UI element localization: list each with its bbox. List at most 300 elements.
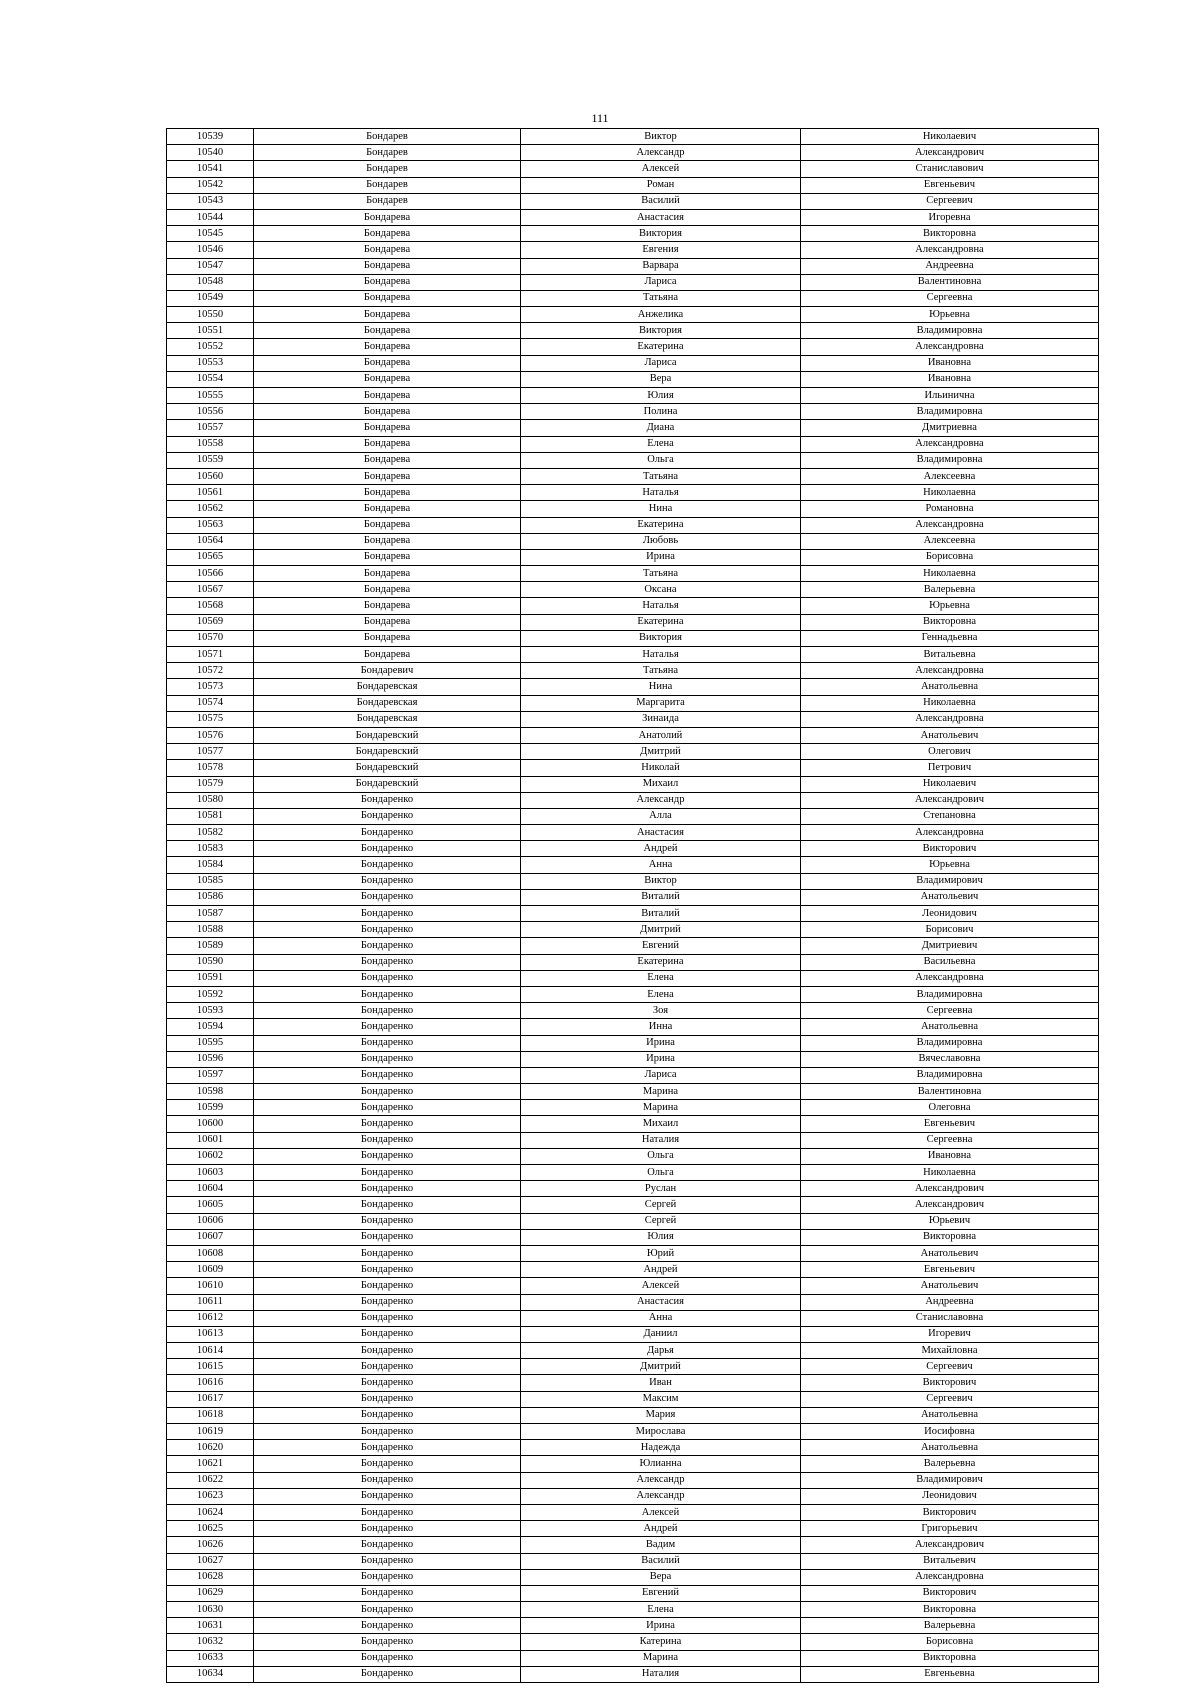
last-name-cell: Бондаренко [254,1553,521,1569]
first-name-cell: Александр [521,145,801,161]
record-number-cell: 10544 [167,209,254,225]
last-name-cell: Бондарева [254,388,521,404]
table-row [167,1666,1099,1682]
record-number-cell: 10553 [167,355,254,371]
record-number-cell: 10629 [167,1585,254,1601]
patronymic-cell: Анатольевна [801,1440,1099,1456]
first-name-cell: Евгения [521,242,801,258]
table-row [167,468,1099,484]
table-row [167,1067,1099,1083]
patronymic-cell: Андреевна [801,1294,1099,1310]
record-number-cell: 10620 [167,1440,254,1456]
table-row [167,873,1099,889]
first-name-cell: Дмитрий [521,744,801,760]
first-name-cell: Дмитрий [521,922,801,938]
patronymic-cell: Николаевна [801,485,1099,501]
first-name-cell: Лариса [521,1067,801,1083]
patronymic-cell: Андреевна [801,258,1099,274]
table-row [167,711,1099,727]
table-row [167,1310,1099,1326]
patronymic-cell: Геннадьевна [801,630,1099,646]
table-row [167,452,1099,468]
record-number-cell: 10599 [167,1100,254,1116]
patronymic-cell: Ивановна [801,1148,1099,1164]
last-name-cell: Бондаренко [254,792,521,808]
first-name-cell: Зоя [521,1003,801,1019]
first-name-cell: Елена [521,986,801,1002]
last-name-cell: Бондаренко [254,1181,521,1197]
last-name-cell: Бондарева [254,630,521,646]
record-number-cell: 10546 [167,242,254,258]
first-name-cell: Виталий [521,889,801,905]
record-number-cell: 10559 [167,452,254,468]
last-name-cell: Бондаренко [254,1472,521,1488]
record-number-cell: 10613 [167,1326,254,1342]
table-row [167,420,1099,436]
record-number-cell: 10579 [167,776,254,792]
record-number-cell: 10583 [167,841,254,857]
first-name-cell: Ирина [521,1618,801,1634]
last-name-cell: Бондаренко [254,1294,521,1310]
patronymic-cell: Сергеевна [801,290,1099,306]
record-number-cell: 10564 [167,533,254,549]
record-number-cell: 10566 [167,566,254,582]
patronymic-cell: Анатольевич [801,727,1099,743]
first-name-cell: Анастасия [521,1294,801,1310]
record-number-cell: 10622 [167,1472,254,1488]
table-row [167,1634,1099,1650]
table-row [167,679,1099,695]
patronymic-cell: Евгеньевич [801,1116,1099,1132]
patronymic-cell: Владимировна [801,404,1099,420]
last-name-cell: Бондаренко [254,906,521,922]
record-number-cell: 10569 [167,614,254,630]
table-row [167,1504,1099,1520]
first-name-cell: Полина [521,404,801,420]
table-row [167,695,1099,711]
last-name-cell: Бондаренко [254,954,521,970]
patronymic-cell: Александрович [801,1181,1099,1197]
last-name-cell: Бондаренко [254,1585,521,1601]
patronymic-cell: Петрович [801,760,1099,776]
first-name-cell: Любовь [521,533,801,549]
record-number-cell: 10597 [167,1067,254,1083]
patronymic-cell: Анатольевич [801,1278,1099,1294]
first-name-cell: Лариса [521,355,801,371]
patronymic-cell: Викторовна [801,226,1099,242]
first-name-cell: Анастасия [521,209,801,225]
last-name-cell: Бондарева [254,242,521,258]
patronymic-cell: Валентиновна [801,274,1099,290]
patronymic-cell: Александрович [801,1197,1099,1213]
patronymic-cell: Николаевна [801,566,1099,582]
record-number-cell: 10576 [167,727,254,743]
record-number-cell: 10625 [167,1521,254,1537]
first-name-cell: Анна [521,857,801,873]
table-row [167,1407,1099,1423]
table-row [167,630,1099,646]
record-number-cell: 10548 [167,274,254,290]
patronymic-cell: Евгеньевич [801,1262,1099,1278]
first-name-cell: Анатолий [521,727,801,743]
first-name-cell: Алексей [521,161,801,177]
record-number-cell: 10568 [167,598,254,614]
patronymic-cell: Станиславовна [801,1310,1099,1326]
first-name-cell: Александр [521,1472,801,1488]
last-name-cell: Бондаренко [254,1262,521,1278]
first-name-cell: Виктория [521,630,801,646]
table-row [167,808,1099,824]
last-name-cell: Бондаренко [254,1067,521,1083]
table-row [167,549,1099,565]
record-number-cell: 10610 [167,1278,254,1294]
first-name-cell: Екатерина [521,517,801,533]
record-number-cell: 10608 [167,1245,254,1261]
record-number-cell: 10552 [167,339,254,355]
record-number-cell: 10607 [167,1229,254,1245]
first-name-cell: Ольга [521,1148,801,1164]
patronymic-cell: Викторовна [801,1602,1099,1618]
first-name-cell: Виктор [521,873,801,889]
patronymic-cell: Александровна [801,1569,1099,1585]
patronymic-cell: Валерьевна [801,1618,1099,1634]
table-row [167,1618,1099,1634]
table-row [167,323,1099,339]
table-row [167,598,1099,614]
record-number-cell: 10616 [167,1375,254,1391]
patronymic-cell: Леонидович [801,906,1099,922]
last-name-cell: Бондаренко [254,873,521,889]
patronymic-cell: Григорьевич [801,1521,1099,1537]
patronymic-cell: Юрьевич [801,1213,1099,1229]
table-row [167,258,1099,274]
first-name-cell: Юрий [521,1245,801,1261]
last-name-cell: Бондаренко [254,938,521,954]
patronymic-cell: Викторович [801,1504,1099,1520]
record-number-cell: 10584 [167,857,254,873]
record-number-cell: 10581 [167,808,254,824]
last-name-cell: Бондаренко [254,1100,521,1116]
table-row [167,1456,1099,1472]
last-name-cell: Бондаренко [254,1375,521,1391]
last-name-cell: Бондаренко [254,889,521,905]
last-name-cell: Бондаренко [254,1666,521,1682]
last-name-cell: Бондаренко [254,1424,521,1440]
table-row [167,355,1099,371]
first-name-cell: Руслан [521,1181,801,1197]
patronymic-cell: Викторович [801,1585,1099,1601]
table-row [167,792,1099,808]
record-number-cell: 10572 [167,663,254,679]
record-number-cell: 10589 [167,938,254,954]
table-row [167,388,1099,404]
table-row [167,1375,1099,1391]
last-name-cell: Бондаренко [254,1521,521,1537]
last-name-cell: Бондаревский [254,727,521,743]
patronymic-cell: Александровна [801,339,1099,355]
table-row [167,1148,1099,1164]
first-name-cell: Виктория [521,323,801,339]
patronymic-cell: Олеговна [801,1100,1099,1116]
patronymic-cell: Александровна [801,242,1099,258]
record-number-cell: 10602 [167,1148,254,1164]
first-name-cell: Юлианна [521,1456,801,1472]
first-name-cell: Юлия [521,1229,801,1245]
record-number-cell: 10627 [167,1553,254,1569]
record-number-cell: 10630 [167,1602,254,1618]
record-number-cell: 10551 [167,323,254,339]
patronymic-cell: Анатольевна [801,1019,1099,1035]
patronymic-cell: Александровна [801,436,1099,452]
table-row [167,274,1099,290]
first-name-cell: Елена [521,970,801,986]
patronymic-cell: Михайловна [801,1343,1099,1359]
table-row [167,889,1099,905]
first-name-cell: Дмитрий [521,1359,801,1375]
last-name-cell: Бондаренко [254,1326,521,1342]
table-row [167,436,1099,452]
record-number-cell: 10563 [167,517,254,533]
first-name-cell: Алла [521,808,801,824]
table-row [167,1521,1099,1537]
patronymic-cell: Борисовна [801,549,1099,565]
record-number-cell: 10545 [167,226,254,242]
table-row [167,1245,1099,1261]
patronymic-cell: Ивановна [801,355,1099,371]
first-name-cell: Вера [521,371,801,387]
last-name-cell: Бондаренко [254,1504,521,1520]
patronymic-cell: Николаевна [801,695,1099,711]
first-name-cell: Елена [521,1602,801,1618]
table-row [167,1602,1099,1618]
first-name-cell: Диана [521,420,801,436]
first-name-cell: Алексей [521,1278,801,1294]
patronymic-cell: Сергеевич [801,193,1099,209]
record-number-cell: 10556 [167,404,254,420]
record-number-cell: 10571 [167,647,254,663]
last-name-cell: Бондарева [254,290,521,306]
last-name-cell: Бондарева [254,501,521,517]
table-row [167,533,1099,549]
patronymic-cell: Александрович [801,1537,1099,1553]
first-name-cell: Наталья [521,647,801,663]
record-number-cell: 10623 [167,1488,254,1504]
last-name-cell: Бондарева [254,209,521,225]
registry-table-body [167,129,1099,1683]
table-row [167,371,1099,387]
record-number-cell: 10605 [167,1197,254,1213]
patronymic-cell: Алексеевна [801,533,1099,549]
table-row [167,1197,1099,1213]
first-name-cell: Наталья [521,485,801,501]
patronymic-cell: Викторович [801,1375,1099,1391]
last-name-cell: Бондарева [254,226,521,242]
table-row [167,129,1099,145]
patronymic-cell: Владимирович [801,1472,1099,1488]
record-number-cell: 10582 [167,825,254,841]
record-number-cell: 10573 [167,679,254,695]
table-row [167,145,1099,161]
table-row [167,1472,1099,1488]
last-name-cell: Бондарева [254,517,521,533]
table-row [167,1488,1099,1504]
last-name-cell: Бондаревская [254,711,521,727]
patronymic-cell: Сергеевич [801,1359,1099,1375]
first-name-cell: Вадим [521,1537,801,1553]
table-row [167,727,1099,743]
table-row [167,1262,1099,1278]
first-name-cell: Екатерина [521,954,801,970]
last-name-cell: Бондаренко [254,986,521,1002]
table-row [167,1019,1099,1035]
table-row [167,177,1099,193]
table-row [167,1585,1099,1601]
table-row [167,404,1099,420]
first-name-cell: Дарья [521,1343,801,1359]
last-name-cell: Бондаренко [254,1602,521,1618]
patronymic-cell: Олегович [801,744,1099,760]
table-row [167,1132,1099,1148]
patronymic-cell: Владимирович [801,873,1099,889]
first-name-cell: Наталья [521,598,801,614]
last-name-cell: Бондаренко [254,1359,521,1375]
patronymic-cell: Валерьевна [801,1456,1099,1472]
patronymic-cell: Романовна [801,501,1099,517]
patronymic-cell: Владимировна [801,323,1099,339]
patronymic-cell: Евгеньевич [801,177,1099,193]
patronymic-cell: Дмитриевич [801,938,1099,954]
patronymic-cell: Анатольевич [801,1245,1099,1261]
record-number-cell: 10595 [167,1035,254,1051]
patronymic-cell: Викторовна [801,1229,1099,1245]
table-row [167,501,1099,517]
first-name-cell: Евгений [521,938,801,954]
record-number-cell: 10578 [167,760,254,776]
record-number-cell: 10586 [167,889,254,905]
last-name-cell: Бондаревская [254,679,521,695]
patronymic-cell: Александрович [801,145,1099,161]
first-name-cell: Сергей [521,1213,801,1229]
patronymic-cell: Сергеевич [801,1391,1099,1407]
page-number: 111 [591,111,609,125]
record-number-cell: 10624 [167,1504,254,1520]
patronymic-cell: Анатольевна [801,679,1099,695]
first-name-cell: Татьяна [521,290,801,306]
last-name-cell: Бондарева [254,307,521,323]
first-name-cell: Мария [521,1407,801,1423]
last-name-cell: Бондаренко [254,1278,521,1294]
patronymic-cell: Викторовна [801,1650,1099,1666]
patronymic-cell: Леонидович [801,1488,1099,1504]
table-row [167,614,1099,630]
patronymic-cell: Александровна [801,711,1099,727]
last-name-cell: Бондарев [254,145,521,161]
last-name-cell: Бондарева [254,355,521,371]
last-name-cell: Бондарева [254,647,521,663]
patronymic-cell: Юрьевна [801,857,1099,873]
first-name-cell: Юлия [521,388,801,404]
patronymic-cell: Владимировна [801,452,1099,468]
record-number-cell: 10550 [167,307,254,323]
patronymic-cell: Николаевич [801,776,1099,792]
patronymic-cell: Ильинична [801,388,1099,404]
patronymic-cell: Игоревна [801,209,1099,225]
record-number-cell: 10558 [167,436,254,452]
registry-table [166,128,1099,1683]
first-name-cell: Нина [521,501,801,517]
first-name-cell: Марина [521,1650,801,1666]
table-row [167,307,1099,323]
first-name-cell: Анжелика [521,307,801,323]
table-row [167,1537,1099,1553]
last-name-cell: Бондаренко [254,1440,521,1456]
record-number-cell: 10633 [167,1650,254,1666]
table-row [167,647,1099,663]
patronymic-cell: Владимировна [801,986,1099,1002]
record-number-cell: 10617 [167,1391,254,1407]
table-row [167,1650,1099,1666]
record-number-cell: 10543 [167,193,254,209]
patronymic-cell: Сергеевна [801,1132,1099,1148]
last-name-cell: Бондаренко [254,1084,521,1100]
last-name-cell: Бондаренко [254,1197,521,1213]
record-number-cell: 10614 [167,1343,254,1359]
first-name-cell: Екатерина [521,339,801,355]
last-name-cell: Бондаренко [254,922,521,938]
patronymic-cell: Александровна [801,970,1099,986]
table-row [167,582,1099,598]
last-name-cell: Бондаренко [254,1229,521,1245]
first-name-cell: Александр [521,1488,801,1504]
first-name-cell: Александр [521,792,801,808]
patronymic-cell: Анатольевич [801,889,1099,905]
table-row [167,193,1099,209]
record-number-cell: 10560 [167,468,254,484]
patronymic-cell: Николаевич [801,129,1099,145]
table-row [167,1003,1099,1019]
last-name-cell: Бондарева [254,582,521,598]
table-row [167,226,1099,242]
record-number-cell: 10547 [167,258,254,274]
last-name-cell: Бондаренко [254,1245,521,1261]
table-row [167,938,1099,954]
first-name-cell: Наталия [521,1666,801,1682]
table-row [167,209,1099,225]
table-row [167,1100,1099,1116]
first-name-cell: Зинаида [521,711,801,727]
record-number-cell: 10587 [167,906,254,922]
patronymic-cell: Дмитриевна [801,420,1099,436]
patronymic-cell: Николаевна [801,1165,1099,1181]
table-row [167,290,1099,306]
record-number-cell: 10628 [167,1569,254,1585]
last-name-cell: Бондаренко [254,825,521,841]
first-name-cell: Василий [521,193,801,209]
patronymic-cell: Витальевич [801,1553,1099,1569]
patronymic-cell: Борисовна [801,1634,1099,1650]
last-name-cell: Бондарев [254,161,521,177]
patronymic-cell: Ивановна [801,371,1099,387]
last-name-cell: Бондарева [254,436,521,452]
last-name-cell: Бондаренко [254,1310,521,1326]
table-row [167,1440,1099,1456]
table-row [167,1391,1099,1407]
last-name-cell: Бондаренко [254,1618,521,1634]
first-name-cell: Инна [521,1019,801,1035]
record-number-cell: 10621 [167,1456,254,1472]
table-row [167,1424,1099,1440]
last-name-cell: Бондарев [254,177,521,193]
